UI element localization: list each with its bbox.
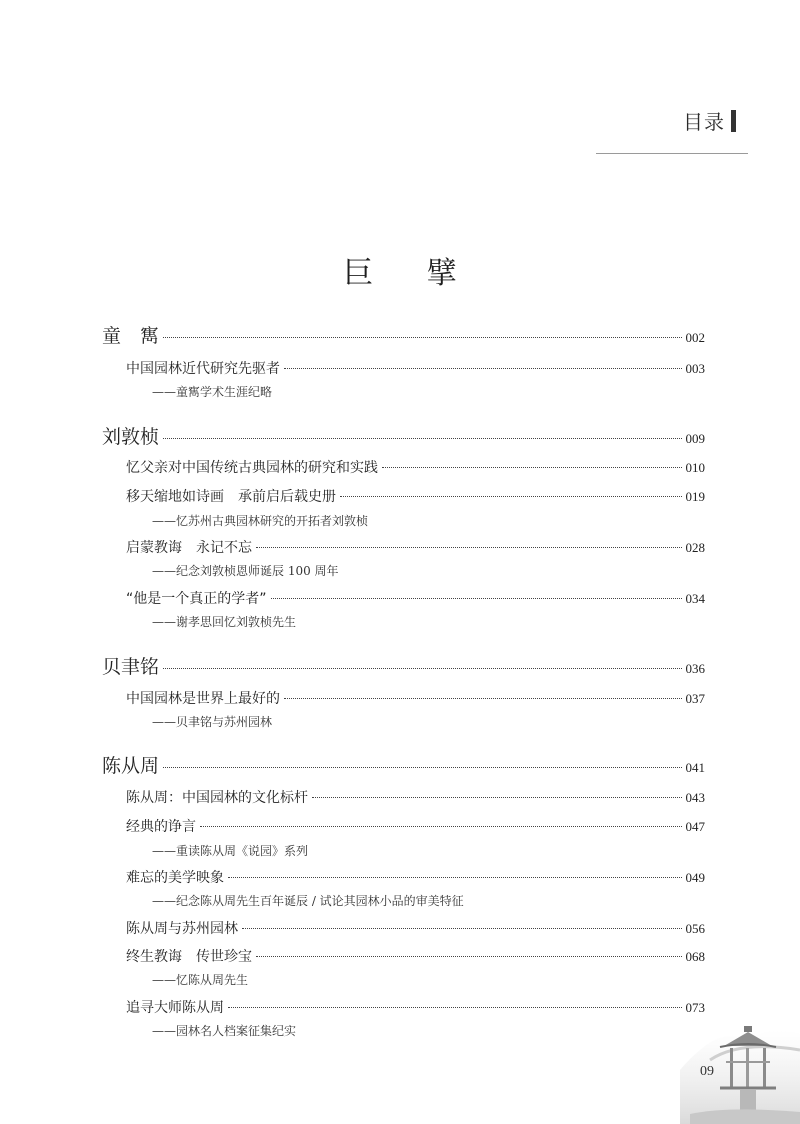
dot-leader: [284, 368, 682, 369]
page-ref: 034: [685, 591, 705, 606]
article-subtitle: ——纪念陈从周先生百年诞辰 / 试论其园林小品的审美特征: [152, 894, 464, 908]
toc-entry-article[interactable]: [126, 537, 705, 557]
article-title: 忆父亲对中国传统古典园林的研究和实践: [126, 460, 378, 476]
dot-leader: [163, 337, 681, 338]
article-title: 中国园林是世界上最好的: [126, 691, 280, 707]
page-ref: 043: [685, 790, 705, 805]
page-ref: 056: [685, 921, 705, 936]
article-subtitle: ——重读陈从周《说园》系列: [152, 844, 309, 858]
toc-entry-article[interactable]: [126, 358, 705, 378]
dot-leader: [340, 496, 682, 497]
article-title: 陈从周与苏州园林: [126, 921, 238, 937]
page-ref: 068: [685, 949, 705, 964]
page-ref: 037: [685, 691, 705, 706]
toc-entry-article[interactable]: [126, 486, 705, 506]
toc-entry-person[interactable]: [102, 422, 705, 449]
article-subtitle: ——谢孝思回忆刘敦桢先生: [152, 615, 297, 629]
toc-entry-person[interactable]: [102, 321, 705, 348]
person-name: 童 寯: [102, 325, 160, 347]
header-rule: [596, 153, 748, 154]
dot-leader: [228, 1007, 682, 1008]
article-title: 经典的诤言: [126, 819, 196, 835]
article-title: 终生教诲 传世珍宝: [126, 949, 252, 965]
article-title: 中国园林近代研究先驱者: [126, 361, 280, 377]
article-subtitle: ——忆苏州古典园林研究的开拓者刘敦桢: [152, 514, 369, 528]
article-title: 陈从周：中国园林的文化标杆: [126, 790, 308, 806]
article-subtitle: ——童寯学术生涯纪略: [152, 385, 273, 399]
page-ref: 003: [685, 361, 705, 376]
page-ref: 019: [685, 489, 705, 504]
page-ref: 036: [685, 661, 705, 676]
article-title: 移天缩地如诗画 承前启后载史册: [126, 489, 336, 505]
section-heading: 巨 擘: [343, 256, 479, 291]
dot-leader: [163, 438, 681, 439]
article-subtitle: ——园林名人档案征集纪实: [152, 1024, 297, 1038]
person-name: 陈从周: [102, 755, 160, 777]
person-name: 刘敦桢: [102, 426, 160, 448]
toc-entry-person[interactable]: [102, 751, 705, 778]
dot-leader: [163, 668, 681, 669]
article-title: “他是一个真正的学者”: [126, 591, 267, 607]
article-subtitle: ——贝聿铭与苏州园林: [152, 715, 273, 729]
toc-entry-article[interactable]: [126, 688, 705, 708]
toc-entry-article[interactable]: [126, 867, 705, 887]
toc-header-label: 目录: [683, 110, 725, 134]
toc-entry-article[interactable]: [126, 946, 705, 966]
toc-entry-article[interactable]: [126, 816, 705, 836]
dot-leader: [242, 928, 682, 929]
article-subtitle: ——忆陈从周先生: [152, 973, 249, 987]
header-bar-mark: [731, 110, 736, 132]
dot-leader: [382, 467, 682, 468]
dot-leader: [228, 877, 682, 878]
toc-entry-article[interactable]: [126, 787, 705, 807]
article-subtitle: ——纪念刘敦桢恩师诞辰 100 周年: [152, 564, 339, 578]
page-ref: 049: [685, 870, 705, 885]
pavilion-ink-illustration-icon: [680, 1010, 800, 1124]
toc-entry-article[interactable]: [126, 918, 705, 938]
toc-entry-article[interactable]: [126, 997, 705, 1017]
dot-leader: [200, 826, 682, 827]
page-number: 09: [700, 1064, 714, 1079]
article-title: 难忘的美学映象: [126, 870, 224, 886]
toc-header: [683, 106, 736, 135]
page-ref: 041: [685, 760, 705, 775]
article-title: 追寻大师陈从周: [126, 1000, 224, 1016]
dot-leader: [271, 598, 682, 599]
dot-leader: [284, 698, 682, 699]
dot-leader: [256, 547, 682, 548]
page-ref: 009: [685, 431, 705, 446]
page-ref: 073: [685, 1000, 705, 1015]
page-ref: 002: [685, 330, 705, 345]
page-ref: 047: [685, 819, 705, 834]
page-ref: 010: [685, 460, 705, 475]
dot-leader: [256, 956, 682, 957]
toc-entry-article[interactable]: [126, 457, 705, 477]
page-ref: 028: [685, 540, 705, 555]
dot-leader: [312, 797, 682, 798]
dot-leader: [163, 767, 681, 768]
toc-entry-person[interactable]: [102, 652, 705, 679]
person-name: 贝聿铭: [102, 656, 160, 678]
toc-entry-article[interactable]: [126, 588, 705, 608]
article-title: 启蒙教诲 永记不忘: [126, 540, 252, 556]
